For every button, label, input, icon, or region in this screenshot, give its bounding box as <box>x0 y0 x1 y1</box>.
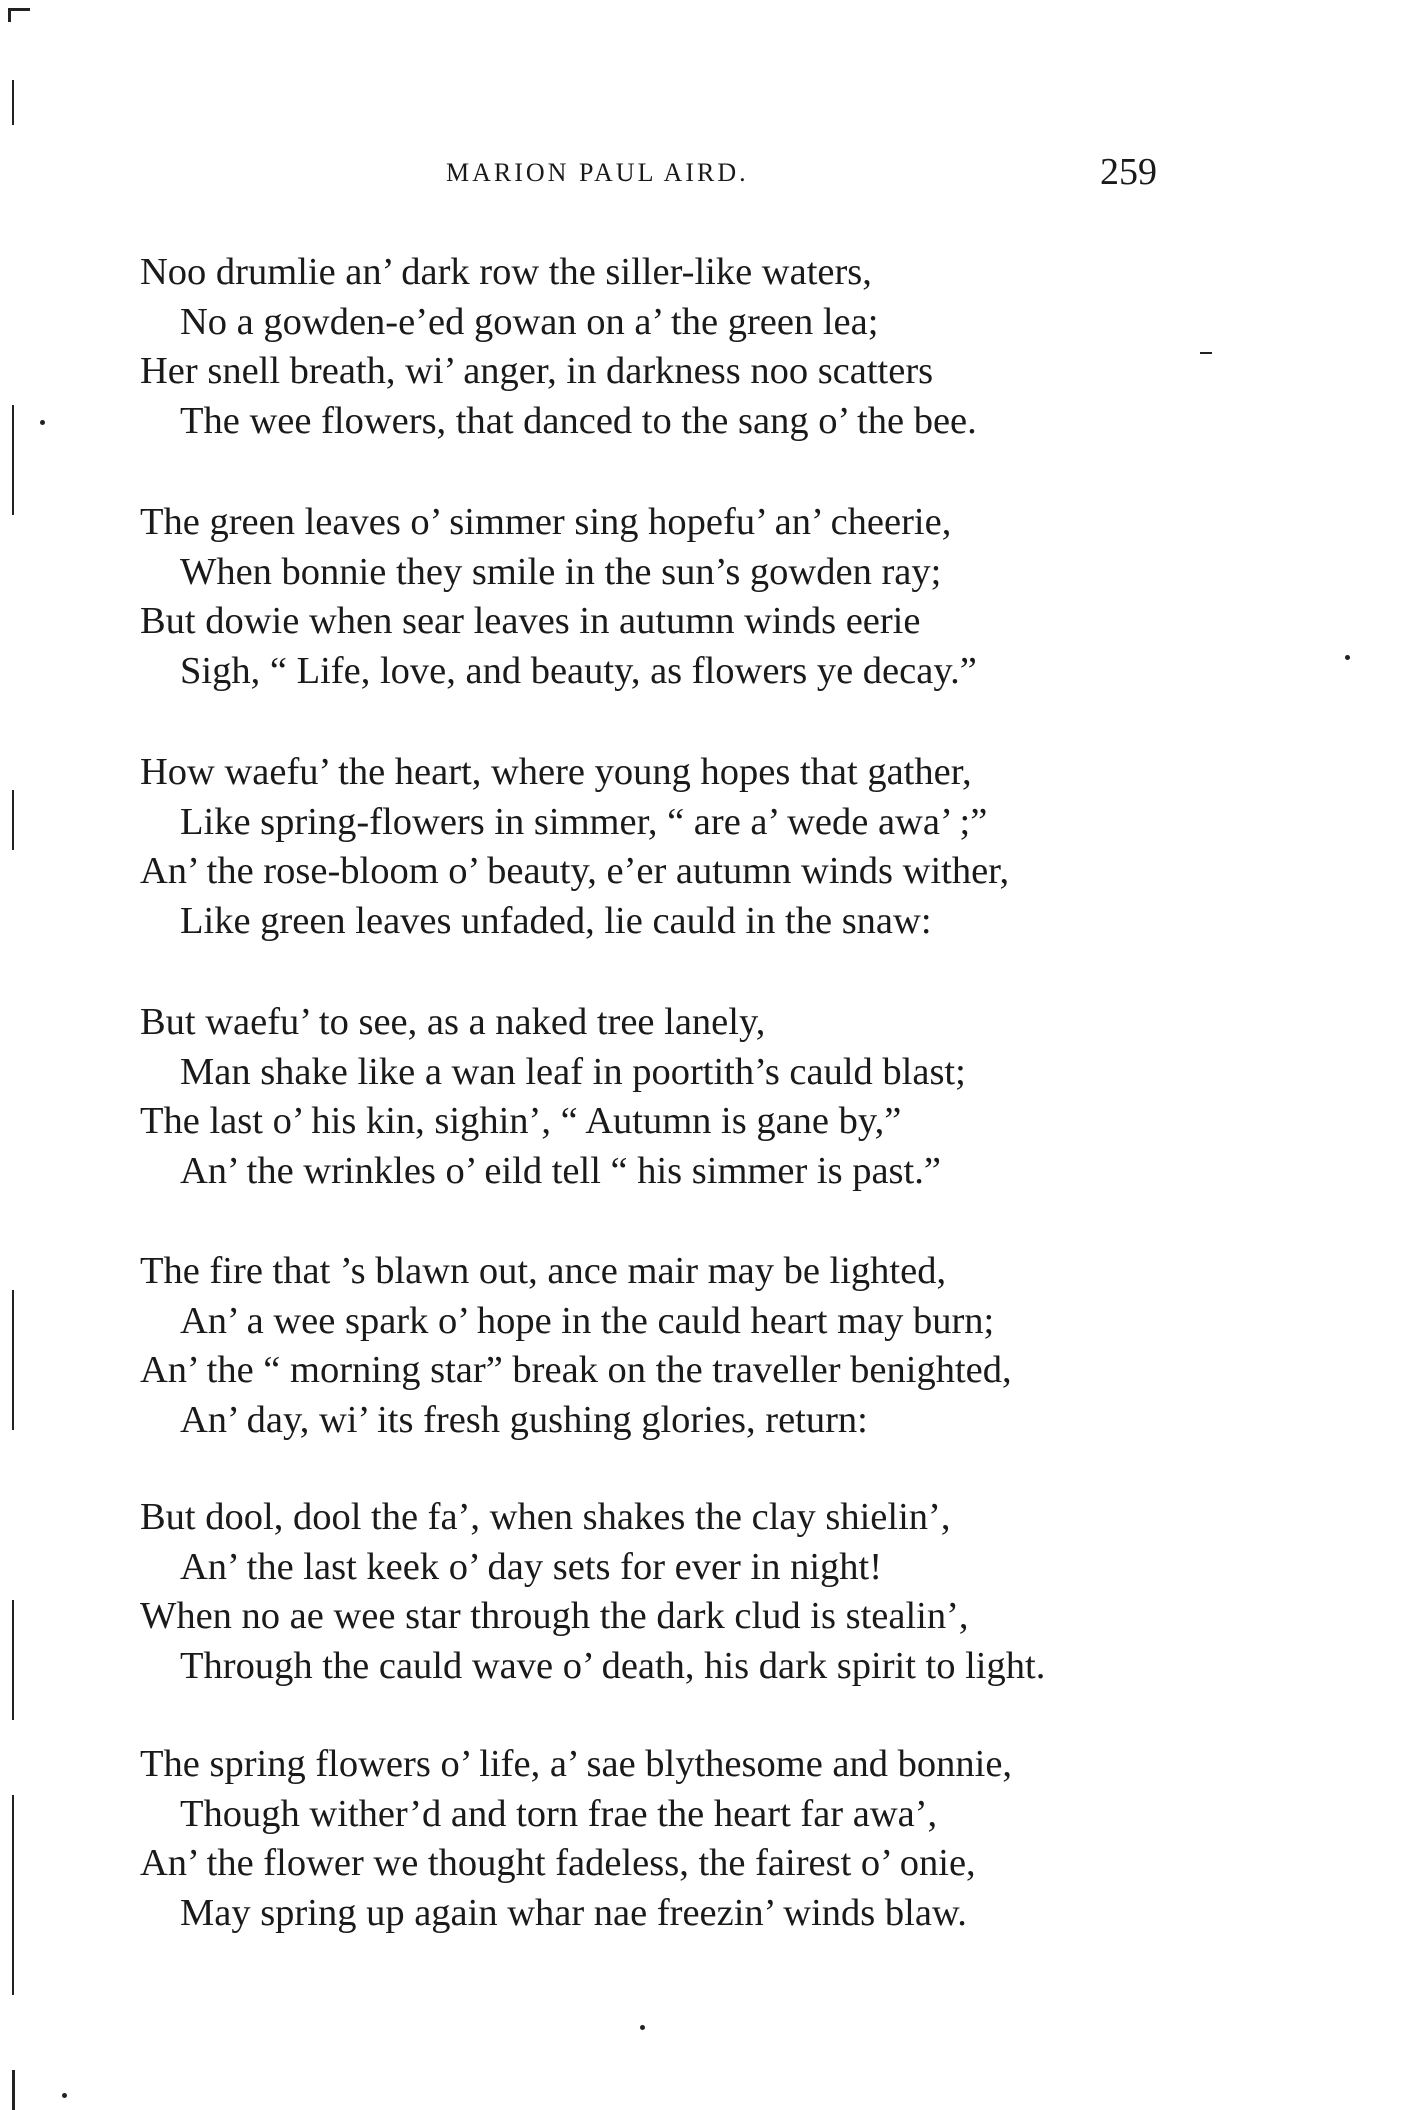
verse-line: When no ae wee star through the dark clud is stealin’, <box>140 1595 969 1637</box>
scan-margin-line <box>12 1795 14 1995</box>
verse-line: The green leaves o’ simmer sing hopefu’ an’ cheerie, <box>140 501 952 543</box>
verse-line: The spring flowers o’ life, a’ sae blythesome and bonnie, <box>140 1743 1013 1785</box>
verse-line: Her snell breath, wi’ anger, in darkness noo scatters <box>140 350 934 392</box>
verse-line: But waefu’ to see, as a naked tree lanely, <box>140 1001 766 1043</box>
verse-line: The wee flowers, that danced to the sang o’ the bee. <box>180 399 977 442</box>
verse-line: An’ the last keek o’ day sets for ever in night! <box>180 1545 883 1588</box>
verse-line: Like green leaves unfaded, lie cauld in the snaw: <box>180 899 932 942</box>
stanza <box>140 248 1280 446</box>
verse-line: No a gowden-e’ed gowan on a’ the green lea; <box>180 300 879 343</box>
verse-line: An’ a wee spark o’ hope in the cauld heart may burn; <box>180 1299 995 1342</box>
stanza <box>140 1247 1280 1445</box>
verse-line: An’ the flower we thought fadeless, the fairest o’ onie, <box>140 1842 976 1884</box>
verse-line: When bonnie they smile in the sun’s gowden ray; <box>180 550 942 593</box>
verse-line: An’ the “ morning star” break on the traveller benighted, <box>140 1349 1012 1391</box>
verse-line: Sigh, “ Life, love, and beauty, as flowers ye decay.” <box>180 649 977 692</box>
scan-speck <box>640 2025 645 2030</box>
verse-line: The fire that ’s blawn out, ance mair may be lighted, <box>140 1250 947 1292</box>
verse-line: Like spring-flowers in simmer, “ are a’ wede awa’ ;” <box>180 800 988 843</box>
verse-line: An’ the wrinkles o’ eild tell “ his simmer is past.” <box>180 1149 941 1192</box>
stanza <box>140 498 1280 696</box>
scan-margin-line <box>12 1290 14 1430</box>
stanza <box>140 1740 1280 1938</box>
stanza <box>140 1493 1280 1691</box>
verse-line: Noo drumlie an’ dark row the siller-like waters, <box>140 251 872 293</box>
stanza <box>140 748 1280 946</box>
scan-corner-mark <box>8 8 30 11</box>
verse-line: Through the cauld wave o’ death, his dark spirit to light. <box>180 1644 1046 1687</box>
scan-corner-mark <box>8 8 11 22</box>
verse-line: An’ the rose-bloom o’ beauty, e’er autumn winds wither, <box>140 850 1010 892</box>
scan-margin-line <box>12 405 14 515</box>
scan-speck <box>1345 655 1350 660</box>
verse-line: Though wither’d and torn frae the heart far awa’, <box>180 1792 938 1835</box>
page-header <box>0 150 1426 210</box>
running-head: MARION PAUL AIRD. <box>446 158 749 187</box>
scan-margin-line <box>12 80 14 125</box>
verse-line: But dool, dool the fa’, when shakes the clay shielin’, <box>140 1496 951 1538</box>
verse-line: Man shake like a wan leaf in poortith’s cauld blast; <box>180 1050 966 1093</box>
verse-line: An’ day, wi’ its fresh gushing glories, return: <box>180 1398 868 1441</box>
stanza <box>140 998 1280 1196</box>
scan-speck <box>40 420 45 425</box>
verse-line: May spring up again whar nae freezin’ winds blaw. <box>180 1891 967 1934</box>
scan-speck <box>62 2093 67 2098</box>
verse-line: The last o’ his kin, sighin’, “ Autumn is gane by,” <box>140 1100 902 1142</box>
scan-margin-line <box>12 1600 14 1720</box>
scan-margin-line <box>12 790 14 850</box>
verse-line: How waefu’ the heart, where young hopes that gather, <box>140 751 972 793</box>
page-number: 259 <box>1100 151 1157 193</box>
scan-margin-line <box>12 2070 15 2110</box>
verse-line: But dowie when sear leaves in autumn winds eerie <box>140 600 921 642</box>
